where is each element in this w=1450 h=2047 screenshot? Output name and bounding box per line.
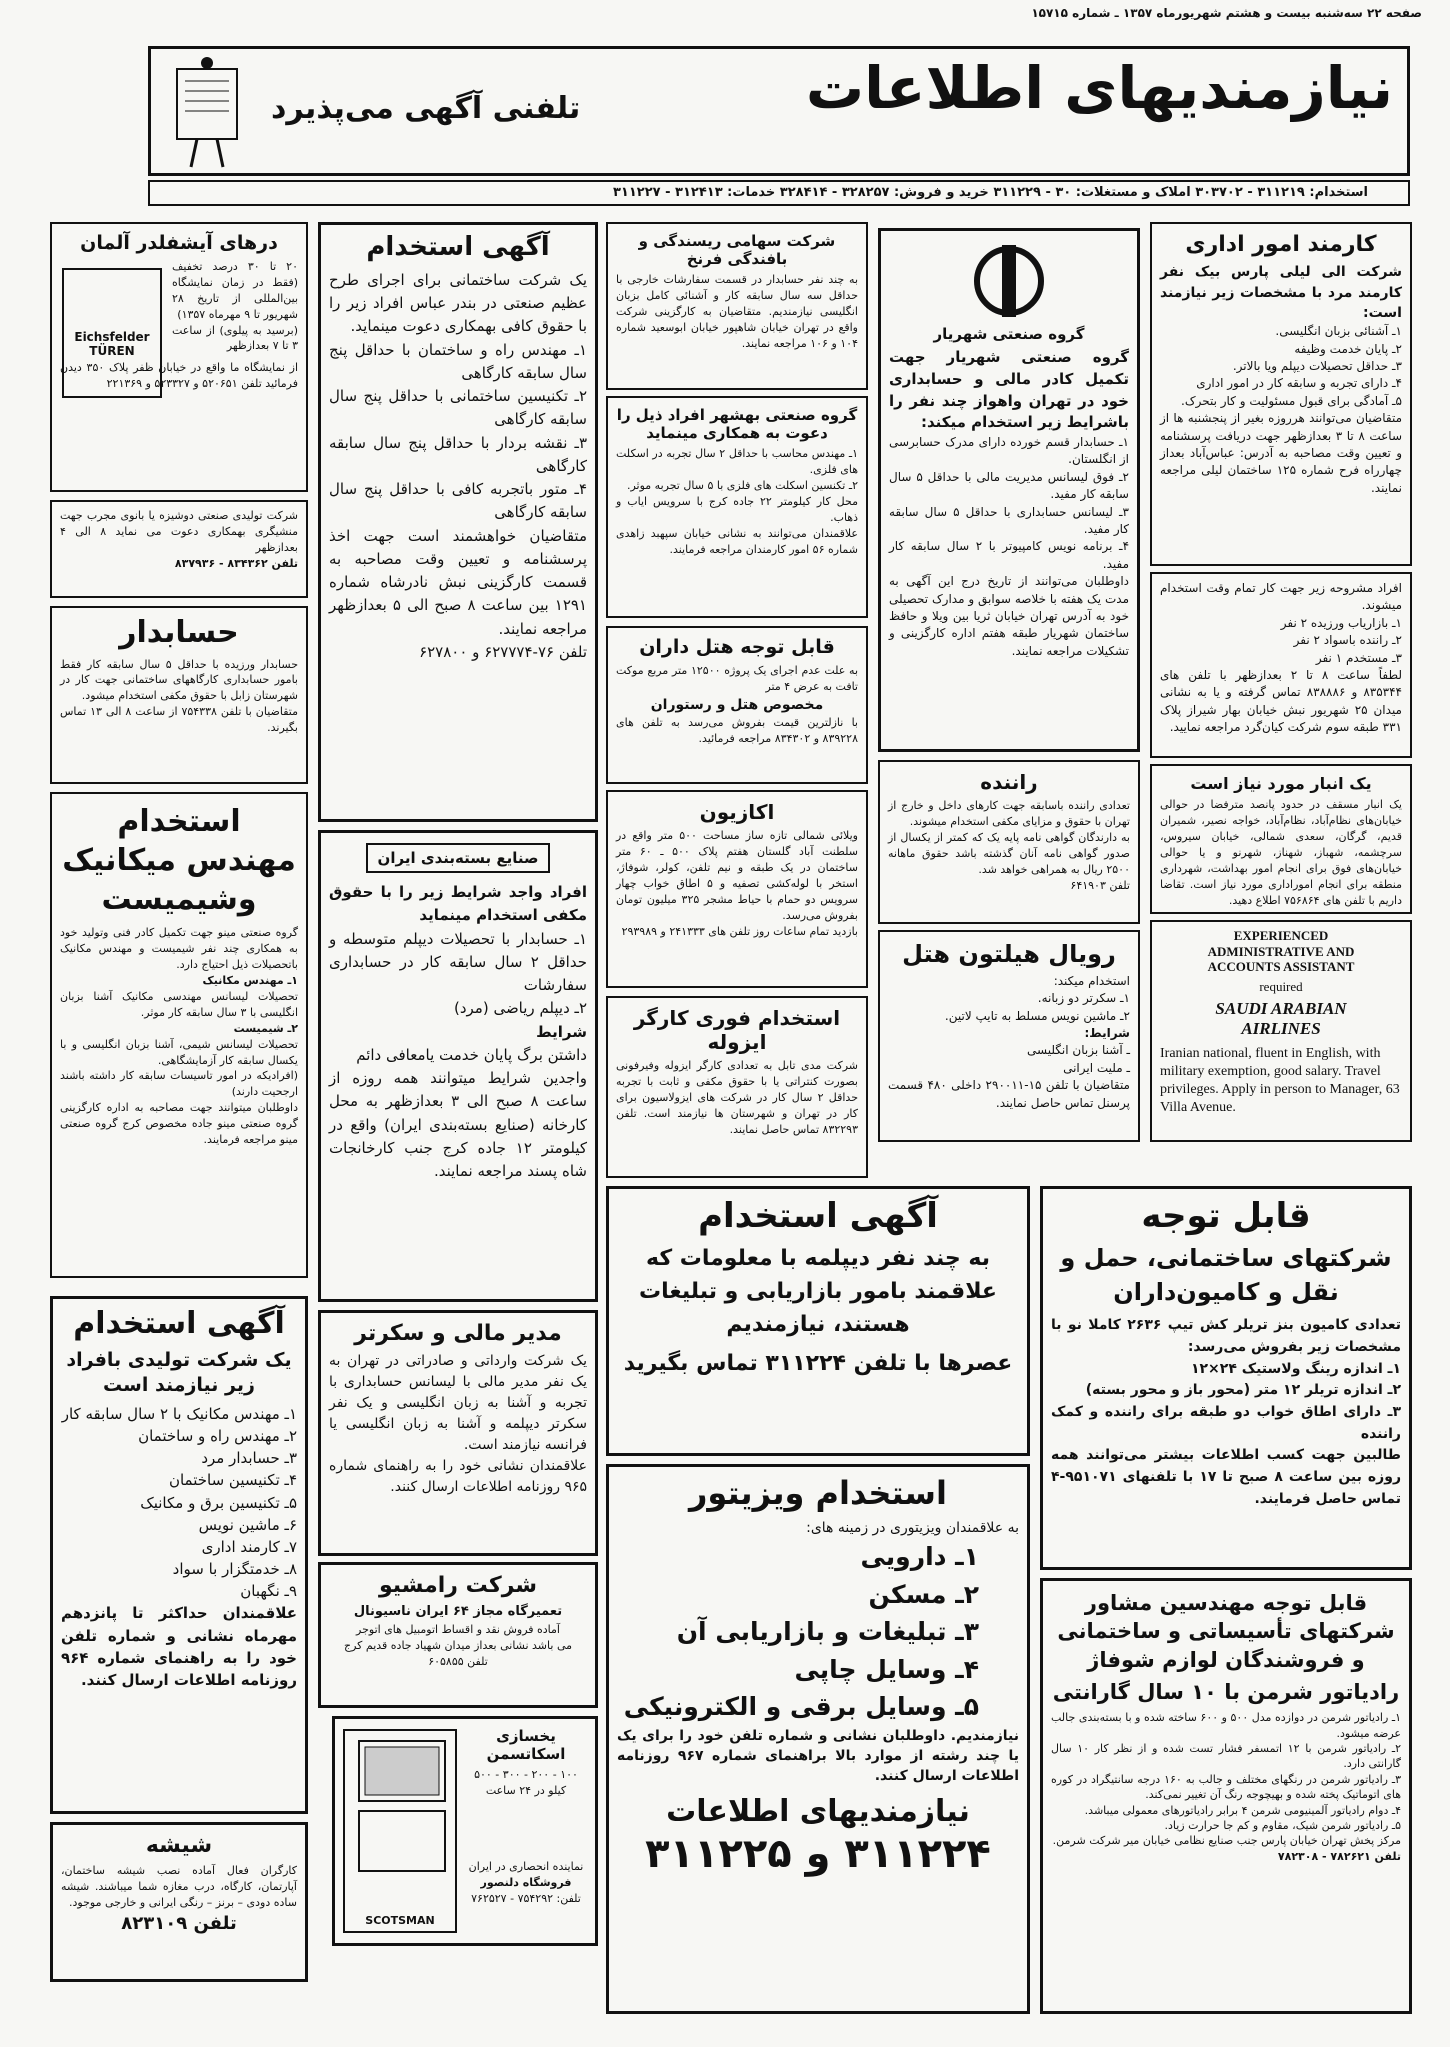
ad-secretary-wanted	[50, 500, 308, 598]
ad-title: حسابدار	[119, 615, 239, 650]
ad-accountant-zabol	[50, 606, 308, 784]
ad-body: حسابدار ورزیده با حداقل ۵ سال سابقه کار فقط بامور حسابداری کارگاههای ساختمانی جهت کار در شهرستان زابل با حقوق مکفی استخدام میشود. متقاضیان با تلفن ۷۵۴۳۳۸ از ساعت ۸ الی ۱۳ تماس بگیرند.	[60, 657, 298, 735]
eichsfelder-logo: Eichsfelder TÜREN	[62, 268, 162, 398]
ad-text	[465, 1727, 587, 1907]
ad-title: EXPERIENCED ADMINISTRATIVE AND ACCOUNTS ASSISTANT	[1207, 928, 1355, 975]
ad-scotsman-ice	[332, 1716, 598, 1946]
ad-intro: به علاقمندان ویزیتوری در زمینه های:	[806, 1519, 1019, 1536]
ad-body: نیازمندیم. داوطلبان نشانی و شماره تلفن خود را برای یک یا چند رشته از موارد بالا براهنمای شماره ۹۶۷ روزنامه اطلاعات ارسال کنند.	[617, 1727, 1020, 1785]
ad-title: شرکت سهامی ریسندگی و بافندگی فرنخ	[638, 232, 836, 268]
ad-title: شیشه	[145, 1833, 213, 1858]
ad-body: شرکت مدی تابل به تعدادی کارگر ایزوله وفیرفونی بصورت کنتراتی یا با حقوق مکفی و ثابت با تجربه حداقل ۲ سال کار در شرکت های ایزولاسیون برای کار در تهران و شهرستان ها نیازمند است. تلفن ۸۳۲۲۹۳ تماس حاصل نمایند.	[616, 1059, 858, 1136]
ad-logo: صنایع بسته‌بندی ایران	[329, 843, 587, 873]
ad-logo-text: گروه صنعتی شهریار	[933, 325, 1085, 343]
ad-title: راننده	[980, 770, 1038, 794]
ad-body: افراد واجد شرایط زیر را با حقوق مکفی استخدام مینماید ۱ـ حسابدار با تحصیلات دیپلم متوسطه و حداقل ۲ سال سابقه کار در حسابداری سفارشات ۲ـ دیپلم ریاضی (مرد) شرایط داشتن برگ پایان خدمت یامعافی دائم واجدین شرایط میتوانند همه روزه از ساعت ۸ صبح الی ۳ بعدازظهر به محل کارخانه (صنایع بسته‌بندی ایران) واقع در کیلومتر ۱۲ جاده کرج جنب کارخانجات شاه پسند مراجعه نمایند.	[329, 883, 587, 1180]
ad-body: یک شرکت وارداتی و صادراتی در تهران به یک نفر مدیر مالی با لیسانس حسابداری با تجربه و آشنا به زبان انگلیسی و یک نفر سکرتر دیپلمه و آشنا به زبان انگلیسی یا فرانسه نیازمند است. علاقمندان نشانی خود را به راهنمای شماره ۹۶۵ روزنامه اطلاعات ارسال کنند.	[329, 1353, 587, 1496]
ad-phone: عصرها با تلفن ۳۱۱۲۲۴ تماس بگیرید	[623, 1351, 1013, 1377]
ad-title: قابل توجه هتل داران	[639, 636, 835, 658]
ad-behshahr-group	[606, 396, 868, 618]
ad-driver	[878, 760, 1140, 924]
ice-machine-icon	[349, 1731, 455, 1881]
ad-body: به چند نفر دیپلمه با معلومات که علاقمند بامور بازاریابی و تبلیغات هستند، نیازمندیم	[639, 1246, 997, 1338]
ad-ramshio	[318, 1562, 598, 1708]
newspaper-reader-icon	[157, 55, 257, 173]
ad-title: یخسازی اسکاتسمن	[486, 1727, 566, 1763]
ad-title: قابل توجه	[1141, 1196, 1311, 1236]
ad-construction-bandar-abbas	[318, 222, 598, 822]
ad-body: ۱۰۰ - ۲۰۰ - ۳۰۰ - ۵۰۰ کیلو در ۲۴ ساعت نماینده انحصاری در ایران فروشگاه دلنصور تلفن: ۷۵۴۲۹۲ - ۷۶۲۵۲۷	[468, 1768, 584, 1905]
ad-royal-hilton	[878, 930, 1140, 1142]
ad-farnakh-textile	[606, 222, 868, 390]
ad-body: تعدادی کامیون بنز تریلر کش تیپ ۲۶۳۶ کاملا نو با مشخصات زیر بفروش می‌رسد: ۱ـ اندازه رینگ ولاستیک ۲۴×۱۲ ۲ـ اندازه تریلر ۱۲ متر (محور باز و محور بسته) ۳ـ دارای اطاق خواب دو طبقه برای راننده و کمک راننده طالبین جهت کسب اطلاعات بیشتر می‌توانند همه روزه بین ساعت ۸ صبح تا ۱۷ با تلفنهای ۹۵۱۰۷۱-۴ تماس حاصل فرمایند.	[1051, 1317, 1402, 1507]
ad-mino-industrial	[50, 792, 308, 1278]
ad-title: گروه صنعتی بهشهر افراد ذیل را دعوت به همکاری مینماید	[616, 406, 858, 442]
ad-body: گروه صنعتی مینو جهت تکمیل کادر فنی وتولید خود به همکاری چند نفر شیمیست و مهندس مکانیک باتحصیلات ذیل احتیاج دارد. ۱ـ مهندس مکانیک تحصیلات لیسانس مهندسی مکانیک آشنا بزبان انگلیسی با ۳ سال سابقه کار موثر. ۲ـ شیمیست تحصیلات لیسانس شیمی، آشنا بزبان انگلیسی و با یکسال سابقه کار آزمایشگاهی. (افرادیکه در امور تاسیسات سابقه کار داشته باشند ارجحیت دارند) داوطلبان میتوانند جهت مصاحبه به اداره کارگزینی گروه صنعتی مینو جاده مخصوص کرج گروه صنعتی مینو مراجعه فرمایند.	[60, 926, 298, 1147]
ad-title: آگهی استخدام	[366, 232, 550, 262]
page-header-line: صفحه ۲۲ سه‌شنبه بیست و هشتم شهریورماه ۱۳۵۷ ـ شماره ۱۵۷۱۵	[1031, 6, 1422, 20]
ad-glass	[50, 1822, 308, 1982]
ad-body: ۱ـ مهندس محاسب با حداقل ۲ سال تجربه در اسکلت های فلزی. ۲ـ تکنسین اسکلت های فلزی با ۵ سال تجربه موثر. محل کار کیلومتر ۲۲ جاده کرج با سرویس ایاب و ذهاب. علاقمندان می‌توانند به نشانی خیابان سپهبد زاهدی شماره ۵۶ امور کارمندان مراجعه فرمایند.	[616, 447, 859, 556]
ad-marketing-driver	[1150, 572, 1412, 758]
ad-body: گروه صنعتی شهریار جهت تکمیل کادر مالی و حسابداری خود در تهران واهواز چند نفر را باشرایط زیر استخدام میکند: ۱ـ حسابدار قسم خورده دارای مدرک حسابرسی از انگلستان. ۲ـ فوق لیسانس مدیریت مالی با حداقل ۵ سال سابقه کار مفید. ۳ـ لیسانس حسابداری با حداقل ۵ سال سابقه کار مفید. ۴ـ برنامه نویس کامپیوتر با ۲ سال سابقه کار مفید. داوطلبان می‌توانند از تاریخ درج این آگهی به مدت یک هفته با خلاصه سوابق و مدارک تحصیلی خود به آدرس تهران خیابان ثریا بین ویلا و حافظ ساختمان شهریار طبقه هفتم اداره کارگزینی و تشکیلات مراجعه نمایند.	[889, 348, 1130, 658]
ad-financial-manager	[318, 1310, 598, 1556]
ad-title: رویال هیلتون هتل	[902, 940, 1116, 968]
ad-body: یک شرکت ساختمانی برای اجرای طرح عظیم صنعتی در بندر عباس افراد زیر را با حقوق کافی بهمکاری دعوت مینماید. ۱ـ مهندس راه و ساختمان با حداقل پنج سال سابقه کارگاهی ۲ـ تکنیسین ساختمانی با حداقل پنج سال سابقه کارگاهی ۳ـ نقشه بردار با حداقل پنج سال سابقه کارگاهی ۴ـ متور باتجربه کافی با حداقل پنج سال سابقه کارگاهی متقاضیان خواهشمند است جهت اخذ پرسشنامه و تعیین وقت مصاحبه به قسمت کارگزینی نبش نادرشاه شماره ۱۲۹۱ بین ساعت ۸ صبح الی ۵ بعدازظهر مراجعه نمایند. تلفن ۷۶-۶۲۷۷۷۴ و ۶۲۷۸۰۰	[329, 270, 587, 661]
ad-body: ۲۰ تا ۳۰ درصد تخفیف (فقط در زمان نمایشگاه بین‌المللی از تاریخ ۲۸ شهریور تا ۹ مهرماه ۱۳۵۷) (برسید به پیلوی) از ساعت ۳ تا ۷ بعدازظهر	[172, 259, 298, 353]
ad-packaging-industries	[318, 830, 598, 1302]
ad-sherman-radiator	[1040, 1578, 1412, 2014]
ad-marketing-hiring	[606, 1186, 1030, 1456]
ad-trucks-for-sale	[1040, 1186, 1412, 1570]
ad-subtitle: رادیاتور شرمن با ۱۰ سال گارانتی	[1052, 1680, 1400, 1705]
ad-body: ویلائی شمالی تازه ساز مساحت ۵۰۰ متر واقع در سلطنت آباد گلستان هفتم پلاک ۵۰۰ ـ ۶۰ متر ساختمان در یک طبقه و نیم تلفن، کولر، شوفاژ، استخر با لوله‌کشی تصفیه و ۵ اطاق خواب چهار سرویس دو حمام با حیاط مشجر ۳۲۵ میلیون تومان بفروش می‌رسد. بازدید تمام ساعات روز تلفن های ۲۴۱۳۳۳ و ۲۹۳۹۸۹	[616, 829, 858, 938]
ad-production-company	[50, 1296, 308, 1814]
ad-subtitle: شرکتهای ساختمانی، حمل و نقل و کامیون‌داران	[1060, 1244, 1392, 1306]
ad-title: استخدام فوری کارگر ایزوله	[633, 1006, 841, 1054]
masthead-title: نیازمندیهای اطلاعات	[805, 54, 1393, 122]
ad-title: درهای آیشفلدر آلمان	[80, 232, 278, 254]
ad-title: اکازیون	[699, 800, 775, 824]
ad-title: شرکت رامشیو	[378, 1573, 538, 1598]
ad-villa-sale	[606, 790, 868, 988]
footer-phone: ۳۱۱۲۲۴ و ۳۱۱۲۲۵	[645, 1831, 991, 1878]
footer-title: نیازمندیهای اطلاعات	[666, 1794, 970, 1830]
ad-body: ۱ـ رادیاتور شرمن در دوازده مدل ۵۰۰ و ۶۰۰ ساخته شده و با بسته‌بندی جالب عرضه میشود. ۲ـ رادیاتور شرمن با ۱۲ اتمسفر فشار تست شده و از نظر کار ۱۰ سال گارانتی دارد. ۳ـ رادیاتور شرمن در رنگهای مختلف و جالب به ۱۶۰ درجه سانتیگراد در کوره های اتوماتیک پخته شده و بهیچوجه رنگ آن تغییر نمی‌کند. ۴ـ دوام رادیاتور آلمینیومی شرمن ۴ برابر رادیاتورهای معمولی میباشد. ۵ـ رادیاتور شرمن شیک، مقاوم و کم جا حرارت زیاد. مرکز پخش تهران خیابان پارس جنب صنایع نظامی خیابان میر شرکت شرمن. تلفن ۷۸۲۶۲۱ - ۷۸۲۳۰۸	[1051, 1711, 1401, 1863]
masthead-phones: استخدام: ۳۱۱۲۱۹ - ۳۰۳۷۰۲ املاک و مستغلات: ۳۰ - ۳۱۱۲۲۹ خرید و فروش: ۳۲۸۲۵۷ - ۳۲۸۴۱۴ خدمات: ۳۱۲۴۱۳ - ۳۱۱۲۲۷	[148, 180, 1410, 206]
ad-title: آگهی استخدام	[73, 1306, 285, 1341]
ice-machine-image	[343, 1729, 457, 1933]
ad-body: یک انبار مسقف در حدود پانصد مترفضا در حوالی خیابان‌های نظام‌آباد، نظام‌آباد، خواجه نصیر، شمیران قدیم، گرگان، سعدی شمالی، خیابان سیروس، سرچشمه، شهباز، شهناز، شهرنو و یا حوالی خیابان‌های فوق برای انجام امور بهداشت، شهرداری منطقه برای انجام اموراداری مورد نیاز است. تقاضا داریم با تلفن های ۷۵۶۸۶۴ اطلاع دهید.	[1160, 798, 1402, 907]
ad-title: کارمند امور اداری	[1185, 232, 1377, 257]
ad-title: مدیر مالی و سکرتر	[354, 1321, 562, 1346]
ad-body: تعمیرگاه مجاز ۶۴ ایران ناسیونال آماده فروش نقد و اقساط اتومبیل های اتوجر می باشد نشانی بعداز میدان شهیاد جاده قدیم کرج تلفن ۶۰۵۸۵۵	[343, 1604, 572, 1669]
ad-title: قابل توجه مهندسین مشاور شرکتهای تأسیساتی و ساختمانی و فروشندگان لوازم شوفاژ	[1057, 1591, 1395, 1672]
ad-title: استخدام مهندس میکانیک وشیمیست	[62, 804, 296, 917]
ad-administrative-clerk	[1150, 222, 1412, 566]
ad-hotel-carpet	[606, 626, 868, 784]
ad-shahriar-group	[878, 228, 1140, 752]
ad-body: به علت عدم اجرای یک پروژه ۱۲۵۰۰ متر مربع موکت تافت به عرض ۴ متر مخصوص هتل و رستوران با نازلترین قیمت بفروش می‌رسد به تلفن های ۸۳۹۲۲۸ و ۸۳۴۳۰۲ مراجعه فرمائید.	[616, 663, 859, 745]
ad-insulation-workers	[606, 996, 868, 1178]
ad-subtitle: یک شرکت تولیدی بافراد زیر نیازمند است	[66, 1348, 292, 1397]
masthead	[148, 46, 1410, 176]
ad-body: استخدام میکند: ۱ـ سکرتر دو زبانه. ۲ـ ماشین نویس مسلط به تایپ لاتین. شرایط: ـ آشنا بزبان انگلیسی ـ ملیت ایرانی متقاضیان با تلفن ۱۵-۲۹۰۰۱۱ داخلی ۴۸۰ قسمت پرسنل تماس حاصل نمایند.	[888, 973, 1130, 1110]
ad-body: تعدادی راننده باسابقه جهت کارهای داخل و خارج از تهران با حقوق و مزایای مکفی استخدام میشوند. به دارندگان گواهی نامه پایه یک که کمتر از یکسال از صدور گواهی نامه آنان گذشته باشد حقوق ماهانه ۲۵۰۰ ریال به همراهی خواهد شد. تلفن ۶۴۱۹۰۳	[888, 799, 1130, 892]
ad-body: شرکت الی لیلی پارس بیک نفر کارمند مرد با مشخصات زیر نیازمند است: ۱ـ آشنائی بزبان انگلیسی. ۲ـ پایان خدمت وظیفه ۳ـ حداقل تحصیلات دیپلم ویا بالاتر. ۴ـ دارای تجربه و سابقه کار در امور اداری ۵ـ آمادگی برای قبول مسئولیت و کار بتحرک. متقاضیان می‌توانند هرروزه بغیر از پنجشنبه ها از ساعت ۸ تا ۳ بعدازظهر جهت دریافت پرسشنامه و تعیین وقت مصاحبه به آدرس: عباس‌آباد بعداز چهارراه فرح شماره ۱۲۵ ساختمان لیلی مراجعه نمایند.	[1160, 264, 1403, 495]
ad-saudi-airlines: EXPERIENCED ADMINISTRATIVE AND ACCOUNTS ASSISTANT required SAUDI ARABIAN AIRLINES Iranian national, fluent in English, with military exemption, good salary. Travel privileges. Apply in person to Manager, 63 Villa Avenue.	[1150, 920, 1412, 1142]
scotsman-brand: SCOTSMAN	[365, 1914, 435, 1927]
ad-list: ۱ـ دارویی ۲ـ مسکن ۳ـ تبلیغات و بازاریابی آن ۴ـ وسایل چاپی ۵ـ وسایل برقی و الکترونیکی	[623, 1542, 979, 1722]
masthead-subtitle: تلفنی آگهی می‌پذیرد	[271, 91, 581, 126]
ad-body: ۱ـ مهندس مکانیک با ۲ سال سابقه کار ۲ـ مهندس راه و ساختمان ۳ـ حسابدار مرد ۴ـ تکنیسین ساختمان ۵ـ تکنیسین برق و مکانیک ۶ـ ماشین نویس ۷ـ کارمند اداری ۸ـ خدمتگزار با سواد ۹ـ نگهبان علاقمندان حداکثر تا پانزدهم مهرماه نشانی و شماره تلفن خود را به راهنمای شماره ۹۶۴ روزنامه اطلاعات ارسال کنند.	[61, 1404, 297, 1690]
shahriar-logo-icon	[964, 241, 1054, 321]
ad-body: افراد مشروحه زیر جهت کار تمام وقت استخدام میشوند. ۱ـ بازاریاب ورزیده ۲ نفر ۲ـ راننده باسواد ۲ نفر ۳ـ مستخدم ۱ نفر لطفاً ساعت ۸ تا ۲ بعدازظهر با تلفن های ۸۳۵۳۴۴ و ۸۳۸۸۸۶ تماس گرفته و یا به نشانی میدان ۲۵ شهریور نبش خیابان بهار شیراز پلاک ۳۳۱ طبقه سوم شرکت کیان‌گرد مراجعه نمایید.	[1160, 581, 1403, 735]
ad-eichsfelder-doors: درهای آیشفلدر آلمان Eichsfelder TÜREN ۲۰ تا ۳۰ درصد تخفیف (فقط در زمان نمایشگاه بین‌المللی از تاریخ ۲۸ شهریور تا ۹ مهرماه ۱۳۵۷) (برسید به پیلوی) از ساعت ۳ تا ۷ بعدازظهر از نمایشگاه ما واقع در خیابان ظفر پلاک ۳۵۰ دیدن فرمائید تلفن ۵۲۰۶۵۱ و ۵۲۳۳۲۷ و ۲۲۱۳۶۹	[50, 222, 308, 492]
ad-body: کارگران فعال آماده نصب شیشه ساختمان، آپارتمان، کارگاه، درب مغازه شما میباشند. شیشه ساده دودی – برنز – رنگی ایرانی و خارجی موجود.	[61, 1864, 297, 1910]
ad-title: یک انبار مورد نیاز است	[1190, 774, 1372, 793]
ad-body: شرکت تولیدی صنعتی دوشیزه یا بانوی مجرب جهت منشیگری بهمکاری دعوت می نماید ۸ الی ۴ بعدازظهر تلفن ۸۳۴۳۶۲ - ۸۳۷۹۳۶	[60, 509, 298, 570]
ad-body: به چند نفر حسابدار در قسمت سفارشات خارجی با حداقل سه سال سابقه کار و آشنائی کامل بزبان انگلیسی نیازمندیم. متقاضیان به کارگزینی شرکت واقع در تهران خیابان شاهپور خیابان ابوسعید شماره ۱۰۴ و ۱۰۶ مراجعه نمایند.	[616, 273, 858, 350]
ad-title: استخدام ویزیتور	[689, 1474, 947, 1512]
ad-warehouse-wanted	[1150, 764, 1412, 914]
ad-phone: تلفن ۸۲۳۱۰۹	[121, 1913, 237, 1935]
ad-title: آگهی استخدام	[698, 1196, 938, 1236]
ad-visitor-hiring	[606, 1464, 1030, 2014]
